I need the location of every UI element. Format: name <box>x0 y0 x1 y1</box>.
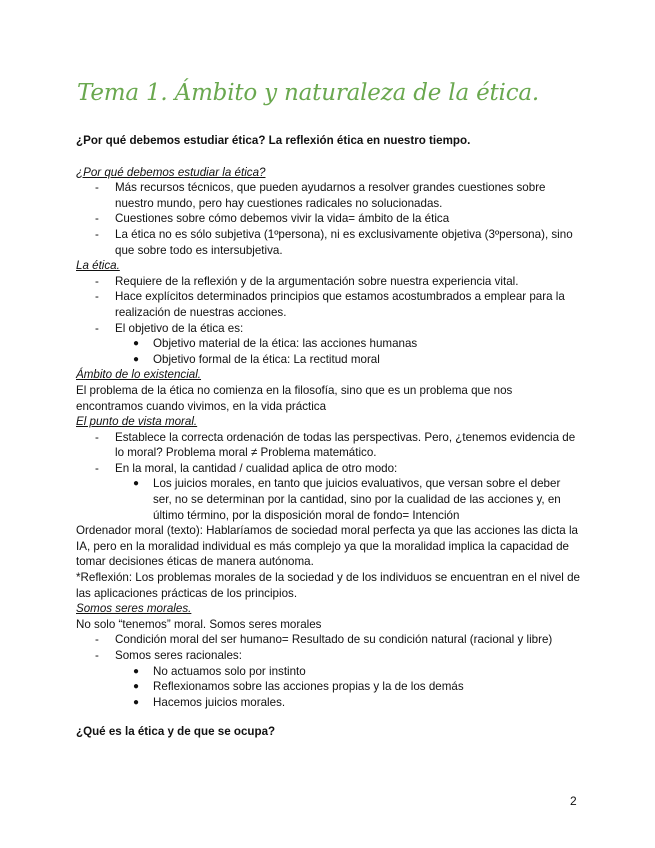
document-body <box>76 133 581 740</box>
dash-marker: - <box>95 633 99 647</box>
bullet-marker: ● <box>133 681 140 693</box>
page-title: Tema 1. Ámbito y naturaleza de la ética. <box>77 80 539 106</box>
sub-list-item: ● Hacemos juicios morales. <box>133 695 286 709</box>
dash-marker: - <box>95 290 99 304</box>
subsection-label-why-study: ¿Por qué debemos estudiar la ética? <box>76 165 266 179</box>
subsection-label-moral-viewpoint: El punto de vista moral. <box>76 415 198 429</box>
list-item: - Condición moral del ser humano= Resultado de su condición natural (racional y libre) <box>95 633 553 647</box>
dash-marker: - <box>95 649 99 662</box>
list-item: - Más recursos técnicos, que pueden ayudarnos a resolver grandes cuestiones sobre nuestro mundo, pero hay cuestiones radicales no solucionadas. <box>95 181 546 210</box>
sub-list-item: ● Reflexionamos sobre las acciones propias y la de los demás <box>133 680 464 694</box>
subsection-label-ethics: La ética. <box>76 259 120 273</box>
list-item: - Somos seres racionales: <box>95 649 242 662</box>
section-heading-why-study-ethics: ¿Por qué debemos estudiar ética? La reflexión ética en nuestro tiempo. <box>76 134 471 147</box>
list-item: - La ética no es sólo subjetiva (1ºpersona), ni es exclusivamente objetiva (3ºpersona), sino que sobre todo es intersubjetiva. <box>95 227 573 257</box>
section-heading-what-is-ethics: ¿Qué es la ética y de que se ocupa? <box>76 725 276 739</box>
bullet-marker: ● <box>133 665 140 677</box>
dash-marker: - <box>95 212 99 226</box>
paragraph: No solo “tenemos” moral. Somos seres morales <box>76 617 322 631</box>
dash-marker: - <box>95 274 99 288</box>
list-item: - En la moral, la cantidad / cualidad aplica de otro modo: <box>95 461 398 475</box>
list-item: - Cuestiones sobre cómo debemos vivir la vida= ámbito de la ética <box>95 212 450 226</box>
paragraph: El problema de la ética no comienza en la filosofía, sino que es un problema que nos encontramos cuando vivimos, en la vida práctica <box>76 383 513 413</box>
sub-list-item: ● Objetivo material de la ética: las acciones humanas <box>133 337 418 351</box>
dash-marker: - <box>95 227 99 241</box>
subsection-label-moral-beings: Somos seres morales. <box>76 602 192 616</box>
bullet-marker: ● <box>133 478 140 490</box>
bullet-marker: ● <box>133 696 140 708</box>
dash-marker: - <box>95 321 99 335</box>
list-item: - Hace explícitos determinados principios que estamos acostumbrados a emplear para la realización de nuestras acciones. <box>95 290 565 319</box>
list-item: - Establece la correcta ordenación de todas las perspectivas. Pero, ¿tenemos evidencia de lo moral? Problema moral ≠ Problema matemático. <box>95 430 576 460</box>
paragraph-moral-order: Ordenador moral (texto): Hablaríamos de sociedad moral perfecta ya que las acciones las dicta la IA, pero en la moralidad individual es más complejo ya que la moralidad implica la capacidad de tomar decisiones éticas de manera autónoma. <box>76 524 579 569</box>
dash-marker: - <box>95 430 99 444</box>
sub-list-item: ● Objetivo formal de la ética: La rectitud moral <box>133 352 380 366</box>
bullet-marker: ● <box>133 353 140 365</box>
page-number: 2 <box>570 794 577 808</box>
list-item: - El objetivo de la ética es: <box>95 321 244 335</box>
sub-list-item: ● Los juicios morales, en tanto que juicios evaluativos, que versan sobre el deber ser, no se determinan por la cantidad, sino por la cualidad de las acciones y, en último término, por la disposición moral de fondo= Intención <box>133 477 561 522</box>
dash-marker: - <box>95 181 99 195</box>
list-item: - Requiere de la reflexión y de la argumentación sobre nuestra experiencia vital. <box>95 274 519 288</box>
subsection-label-existential: Ámbito de lo existencial. <box>76 368 202 382</box>
dash-marker: - <box>95 461 99 475</box>
sub-list-item: ● No actuamos solo por instinto <box>133 664 306 678</box>
bullet-marker: ● <box>133 338 140 350</box>
paragraph-reflection: *Reflexión: Los problemas morales de la sociedad y de los individuos se encuentran en el nivel de las aplicaciones prácticas de los principios. <box>76 571 580 600</box>
